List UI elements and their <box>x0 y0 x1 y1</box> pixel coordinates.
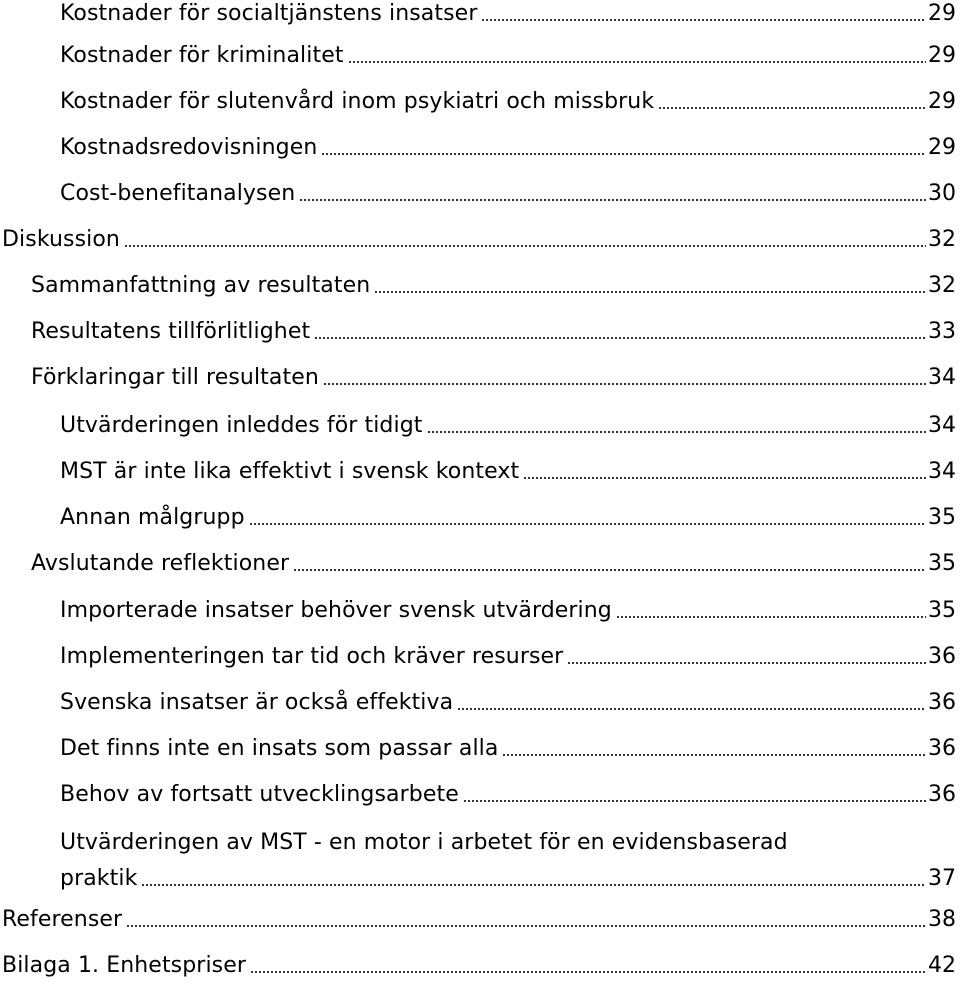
toc-entry-page: 38 <box>928 907 956 932</box>
toc-entry[interactable] <box>60 689 956 717</box>
dot-leader <box>299 199 926 201</box>
dot-leader <box>616 616 926 618</box>
toc-entry-title: Annan målgrupp <box>60 505 245 530</box>
toc-entry-page: 33 <box>928 319 956 344</box>
toc-entry-title: Kostnadsredovisningen <box>60 135 318 160</box>
toc-entry-page: 34 <box>928 413 956 438</box>
toc-entry[interactable] <box>31 364 956 392</box>
dot-leader <box>141 884 926 886</box>
dot-leader <box>314 337 926 339</box>
dot-leader <box>502 754 926 756</box>
toc-entry[interactable] <box>60 504 956 532</box>
toc-entry-title: Förklaringar till resultaten <box>31 365 319 390</box>
toc-entry-title: Behov av fortsatt utvecklingsarbete <box>60 782 459 807</box>
toc-entry-title: Importerade insatser behöver svensk utvärdering <box>60 598 612 623</box>
toc-entry-page: 32 <box>928 273 956 298</box>
dot-leader <box>481 19 926 21</box>
toc-entry[interactable] <box>60 458 956 486</box>
toc-entry-page: 36 <box>928 736 956 761</box>
toc-entry[interactable] <box>2 226 956 254</box>
toc-entry-page: 36 <box>928 782 956 807</box>
toc-entry-page: 35 <box>928 598 956 623</box>
toc-entry-title: Utvärderingen inleddes för tidigt <box>60 413 423 438</box>
toc-entry-title: Sammanfattning av resultaten <box>31 273 371 298</box>
toc-entry-page: 29 <box>928 43 956 68</box>
toc-entry-page: 34 <box>928 459 956 484</box>
toc-entry-title-continued: praktik <box>60 866 138 891</box>
toc-entry-page: 36 <box>928 690 956 715</box>
toc-entry[interactable] <box>60 781 956 809</box>
toc-entry-page: 35 <box>928 505 956 530</box>
dot-leader <box>463 800 926 802</box>
toc-entry-page: 29 <box>928 135 956 160</box>
toc-entry[interactable] <box>2 906 956 934</box>
dot-leader <box>249 523 926 525</box>
toc-entry-title: Kostnader för socialtjänstens insatser <box>60 1 478 26</box>
dot-leader <box>126 925 926 927</box>
toc-entry[interactable] <box>60 88 956 116</box>
toc-entry[interactable] <box>60 42 956 70</box>
toc-entry[interactable] <box>60 180 956 208</box>
toc-entry-title: Det finns inte en insats som passar alla <box>60 736 499 761</box>
dot-leader <box>321 153 926 155</box>
toc-entry[interactable] <box>60 134 956 162</box>
dot-leader <box>567 662 926 664</box>
toc-entry[interactable] <box>31 318 956 346</box>
toc-entry-page: 35 <box>928 551 956 576</box>
dot-leader <box>457 708 926 710</box>
toc-entry-title: Referenser <box>2 907 123 932</box>
toc-entry[interactable] <box>31 272 956 300</box>
dot-leader <box>374 291 926 293</box>
toc-entry[interactable] <box>60 412 956 440</box>
toc-entry-page: 36 <box>928 644 956 669</box>
toc-entry-page: 29 <box>928 89 956 114</box>
toc-entry[interactable] <box>2 952 956 980</box>
dot-leader <box>348 61 926 63</box>
toc-entry-title: Cost-benefitanalysen <box>60 181 296 206</box>
dot-leader <box>124 245 926 247</box>
toc-entry-line1[interactable] <box>60 829 956 857</box>
toc-entry-page: 29 <box>928 1 956 26</box>
toc-entry[interactable] <box>60 643 956 671</box>
dot-leader <box>523 477 926 479</box>
toc-entry[interactable] <box>60 0 956 28</box>
toc-entry[interactable] <box>60 597 956 625</box>
toc-entry-title: MST är inte lika effektivt i svensk kontext <box>60 459 520 484</box>
toc-entry-title: Utvärderingen av MST - en motor i arbetet för en evidensbaserad <box>60 830 788 855</box>
toc-entry-page: 30 <box>928 181 956 206</box>
dot-leader <box>293 569 926 571</box>
toc-entry-page: 42 <box>928 953 956 978</box>
dot-leader <box>658 107 926 109</box>
toc-entry-title: Avslutande reflektioner <box>31 551 290 576</box>
toc-entry-title: Svenska insatser är också effektiva <box>60 690 454 715</box>
dot-leader <box>427 431 927 433</box>
toc-entry-title: Kostnader för slutenvård inom psykiatri och missbruk <box>60 89 655 114</box>
dot-leader <box>250 971 926 973</box>
toc-entry-title: Diskussion <box>2 227 120 252</box>
toc-entry-page: 34 <box>928 365 956 390</box>
toc-entry[interactable] <box>60 735 956 763</box>
toc-entry[interactable] <box>60 865 956 893</box>
toc-entry-title: Resultatens tillförlitlighet <box>31 319 311 344</box>
toc-entry[interactable] <box>31 550 956 578</box>
toc-entry-page: 32 <box>928 227 956 252</box>
dot-leader <box>323 383 926 385</box>
toc-entry-page: 37 <box>928 866 956 891</box>
toc-entry-title: Implementeringen tar tid och kräver resurser <box>60 644 564 669</box>
toc-entry-title: Kostnader för kriminalitet <box>60 43 344 68</box>
toc-entry-title: Bilaga 1. Enhetspriser <box>2 953 246 978</box>
